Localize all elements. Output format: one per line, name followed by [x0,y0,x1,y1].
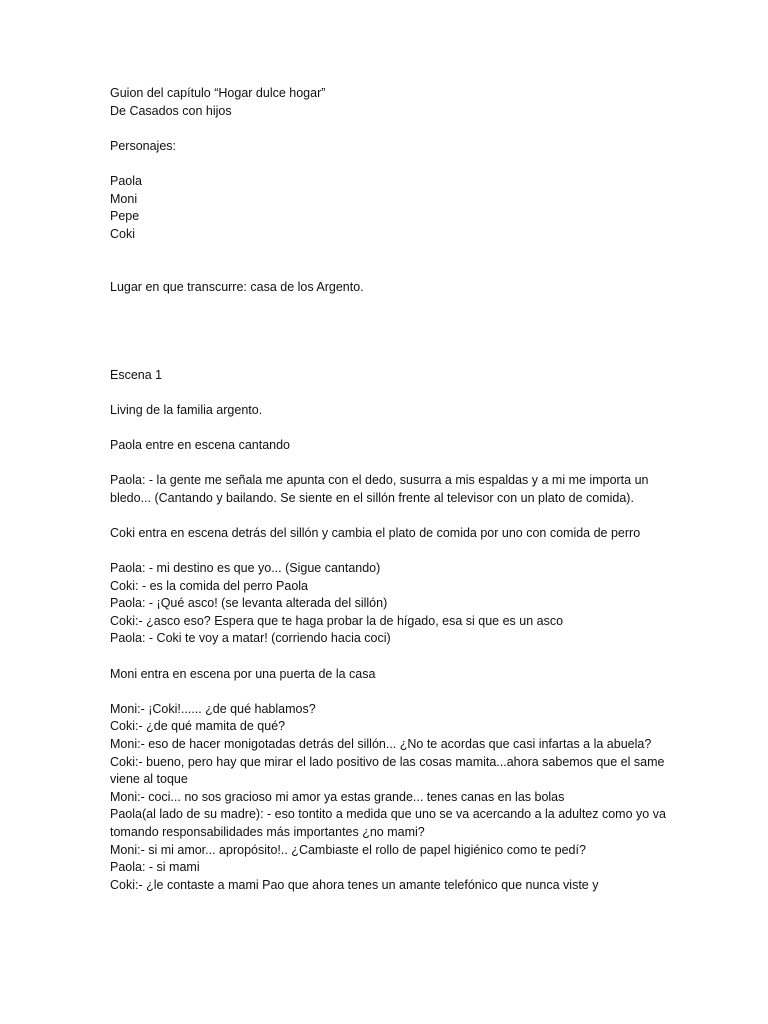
document-subtitle: De Casados con hijos [110,103,232,118]
dialogue-line: Coki:- ¿le contaste a mami Pao que ahora tenes un amante telefónico que nunca viste y [110,877,599,892]
stage-direction-3 [110,666,670,684]
document-title: Guion del capítulo “Hogar dulce hogar” [110,86,326,100]
dialogue-line: Coki:- bueno, pero hay que mirar el lado positivo de las cosas mamita...ahora sabemos que el same viene al toque [110,754,665,787]
characters-heading: Personajes: [110,138,177,153]
setting-text: Lugar en que transcurre: casa de los Argento. [110,279,364,294]
stage-direction-2 [110,525,670,543]
stage-direction-text: Moni entra en escena por una puerta de la casa [110,666,376,681]
stage-direction-text: Paola entre en escena cantando [110,437,290,452]
stage-direction-text: Coki entra en escena detrás del sillón y cambia el plato de comida por uno con comida de perro [110,525,641,540]
dialogue-line: Moni:- si mi amor... apropósito!.. ¿Cambiaste el rollo de papel higiénico como te pedí? [110,842,586,857]
scene-heading-block [110,367,670,385]
dialogue-line: Paola: - mi destino es que yo... (Sigue cantando) [110,561,381,576]
character-item: Coki [110,226,136,241]
title-block [110,85,670,120]
dialogue-line: Coki:- ¿de qué mamita de qué? [110,719,286,734]
dialogue-line: Moni:- coci... no sos gracioso mi amor ya estas grande... tenes canas en las bolas [110,789,565,804]
setting-line [110,279,670,297]
scene-place-block [110,402,670,420]
dialogue-line: Moni:- ¡Coki!...... ¿de qué hablamos? [110,701,316,716]
document-page [110,85,670,894]
scene-title: Escena 1 [110,367,163,382]
dialogue-line: Coki: - es la comida del perro Paola [110,578,309,593]
dialogue-line: Coki:- ¿asco eso? Espera que te haga probar la de hígado, esa si que es un asco [110,613,564,628]
dialogue-line: Paola: - la gente me señala me apunta con el dedo, susurra a mis espaldas y a mi me importa un bledo... (Cantando y bailando. Se siente en el sillón frente al televisor con un plato de comida). [110,473,649,505]
character-item: Pepe [110,209,140,224]
characters-section [110,138,670,156]
dialogue-line: Paola(al lado de su madre): - eso tontito a medida que uno se va acercando a la adultez como yo va tomando responsabilidades más importantes ¿no mami? [110,807,666,839]
character-item: Moni [110,191,138,206]
dialogue-group-1 [110,560,670,648]
dialogue-line: Paola: - Coki te voy a matar! (corriendo hacia coci) [110,631,391,646]
character-item: Paola [110,173,142,188]
stage-direction-1 [110,437,670,455]
dialogue-block-1 [110,472,670,507]
dialogue-line: Paola: - ¡Qué asco! (se levanta alterada del sillón) [110,596,388,611]
dialogue-line: Moni:- eso de hacer monigotadas detrás del sillón... ¿No te acordas que casi infartas a la abuela? [110,736,652,751]
scene-place: Living de la familia argento. [110,402,263,417]
characters-list [110,173,670,243]
dialogue-line: Paola: - si mami [110,860,200,875]
dialogue-group-2 [110,701,670,895]
